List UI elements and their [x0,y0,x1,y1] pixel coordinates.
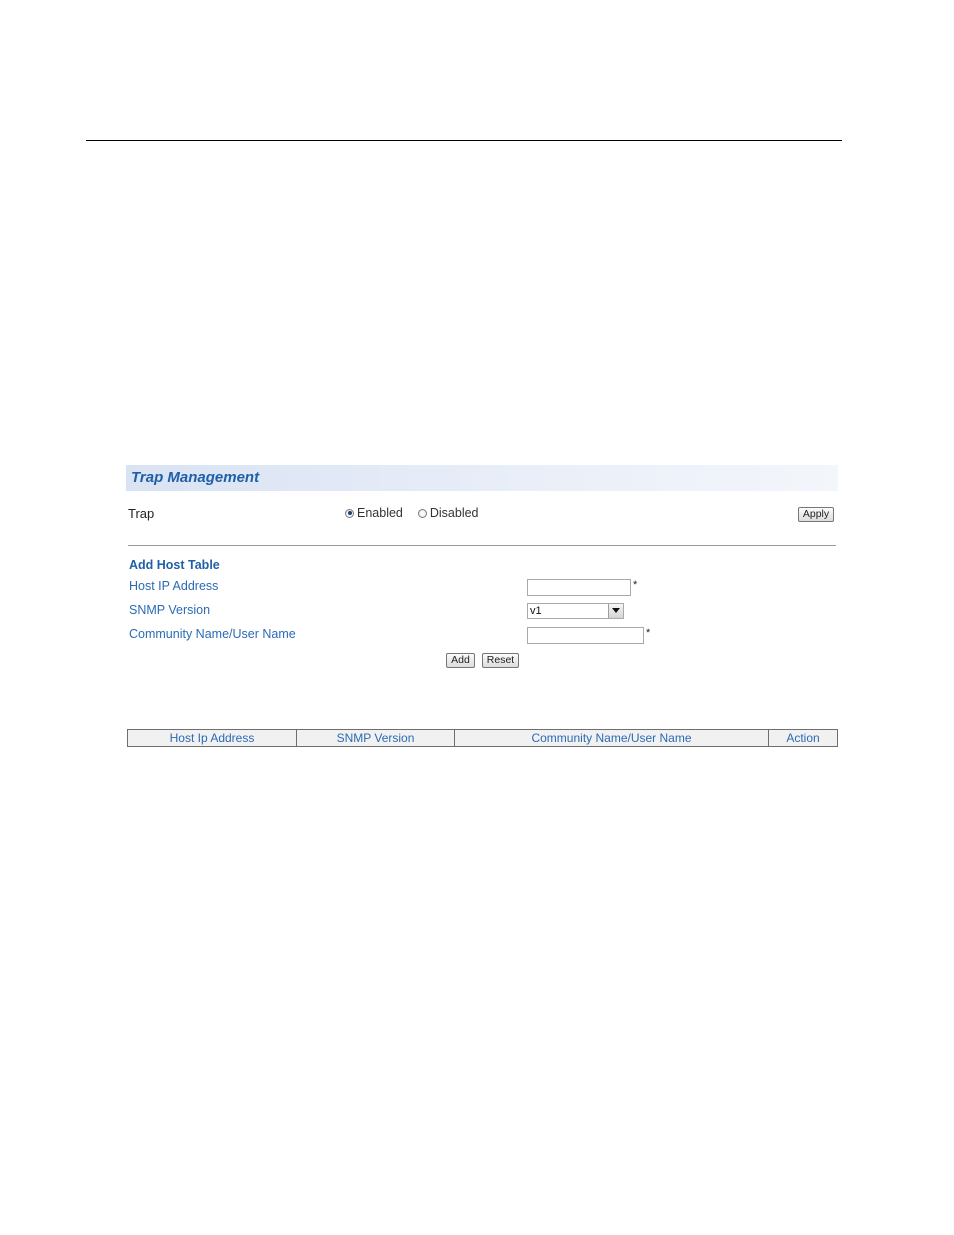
add-button[interactable]: Add [446,653,475,668]
snmp-version-selected-value: v1 [530,605,542,617]
snmp-version-label: SNMP Version [129,603,211,617]
host-ip-address-input[interactable] [527,579,631,596]
column-header-action: Action [769,730,838,747]
trap-disabled-label[interactable]: Disabled [429,506,479,520]
trap-enabled-radio[interactable] [345,509,354,518]
snmp-version-select[interactable] [527,603,624,619]
reset-button[interactable]: Reset [482,653,519,668]
chevron-down-icon[interactable] [608,604,623,618]
panel-header [126,465,838,491]
community-name-label: Community Name/User Name [129,627,296,641]
trap-management-panel [126,465,838,755]
trap-radio-group [345,506,494,520]
add-host-table-title: Add Host Table [129,558,220,572]
host-table-header-row [128,730,838,747]
community-required-mark: * [646,627,651,639]
trap-enabled-label[interactable]: Enabled [357,506,403,520]
column-header-community-name: Community Name/User Name [455,730,769,747]
host-ip-required-mark: * [633,579,638,591]
host-table [127,729,838,747]
host-ip-address-label: Host IP Address [129,579,219,593]
trap-disabled-radio[interactable] [418,509,427,518]
column-header-host-ip: Host Ip Address [128,730,297,747]
page-header-rule [86,140,842,141]
trap-label: Trap [128,506,155,521]
community-name-input[interactable] [527,627,644,644]
panel-title: Trap Management [131,469,260,486]
apply-button[interactable]: Apply [798,507,834,522]
section-divider [128,545,836,546]
column-header-snmp-version: SNMP Version [297,730,455,747]
